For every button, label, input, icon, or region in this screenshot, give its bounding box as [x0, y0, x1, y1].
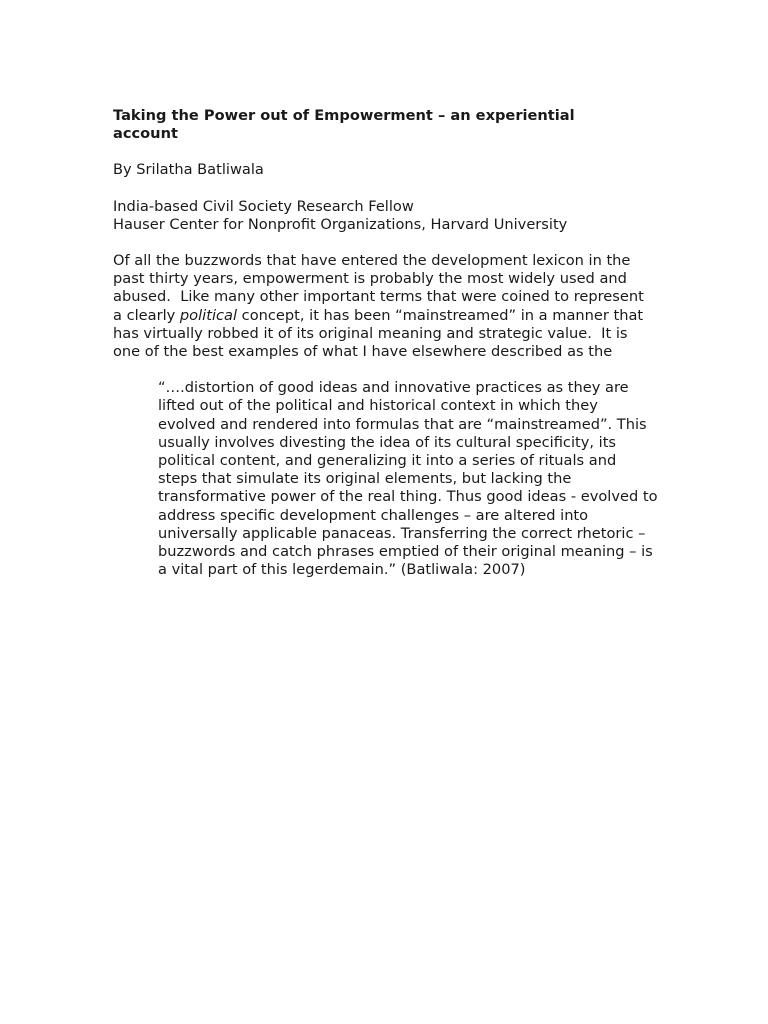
paragraph-text-part-2: concept, it has been “mainstreamed” in a manner that has virtually robbed it of its original meaning and strategic value. It is one of the best examples of what I have elsewhere described as the	[113, 306, 644, 361]
affiliation-line-2: Hauser Center for Nonprofit Organizations, Harvard University	[113, 215, 568, 233]
paragraph-emphasis: political	[179, 306, 238, 324]
affiliation-line-1: India-based Civil Society Research Fellow	[113, 197, 414, 215]
block-quote: “….distortion of good ideas and innovative practices as they are lifted out of the political and historical context in which they evolved and rendered into formulas that are “mainstreamed”. This usually involves divesting the idea of its cultural specificity, its political content, and generalizing it into a series of rituals and steps that simulate its original elements, but lacking the transformative power of the real thing. Thus good ideas - evolved to address specific development challenges – are altered into universally applicable panaceas. Transferring the correct rhetoric – buzzwords and catch phrases emptied of their original meaning – is a vital part of this legerdemain.” (Batliwala: 2007)	[158, 379, 658, 579]
author-affiliation	[113, 198, 658, 234]
document-title: Taking the Power out of Empowerment – an experiential account	[113, 107, 575, 143]
body-paragraph	[113, 252, 653, 361]
paragraph-text-part-1: Of all the buzzwords that have entered the development lexicon in the past thirty years, empowerment is probably the most widely used and abused. Like many other important terms that were coined to represent a clearly	[113, 252, 644, 324]
document-page	[113, 107, 658, 579]
author-byline: By Srilatha Batliwala	[113, 161, 264, 179]
